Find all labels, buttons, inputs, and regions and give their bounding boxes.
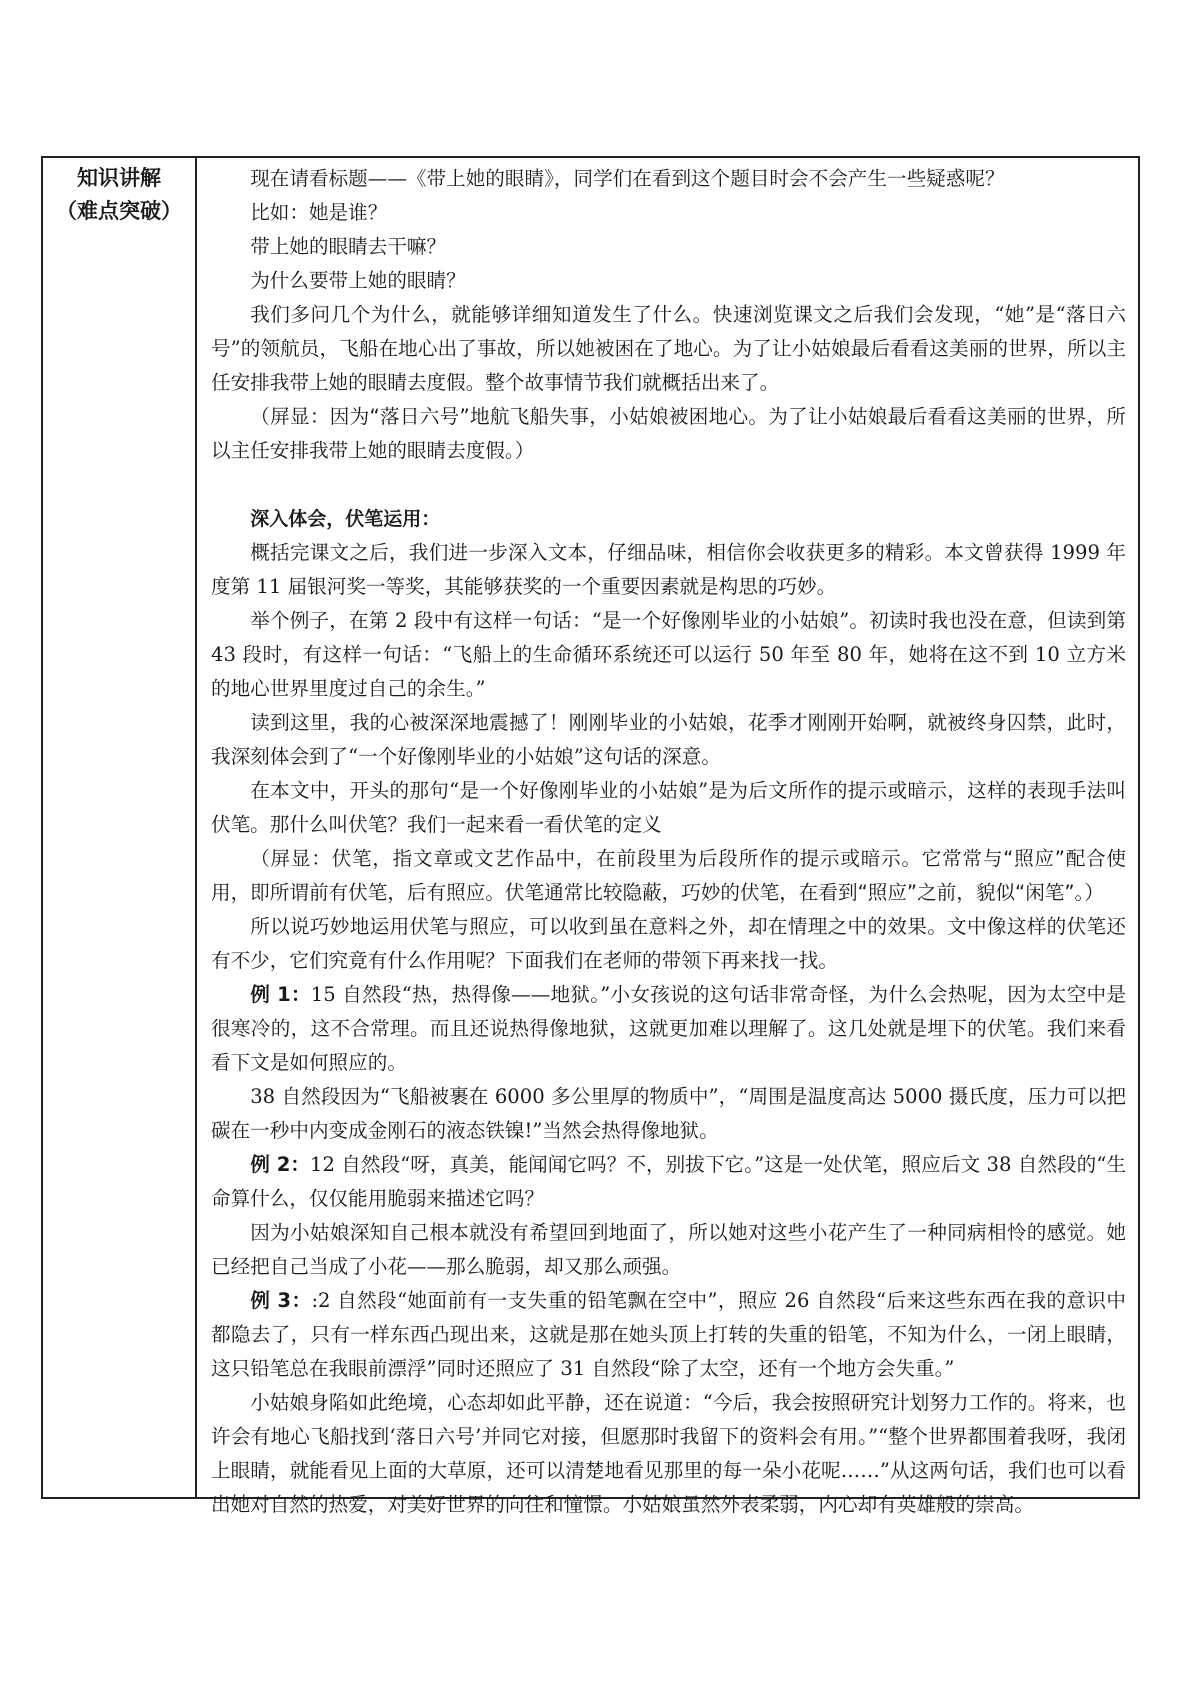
paragraph: 在本文中，开头的那句“是一个好像刚毕业的小姑娘”是为后文所作的提示或暗示，这样的表现手法叫伏笔。那什么叫伏笔？我们一起来看一看伏笔的定义 xyxy=(211,779,1126,836)
screen-prefix: （屏显： xyxy=(250,847,332,870)
example-paragraph xyxy=(211,1284,1126,1386)
example-label: 例 1： xyxy=(250,983,311,1006)
paragraph: 38 自然段因为“飞船被裹在 6000 多公里厚的物质中”，“周围是温度高达 5000 摄氏度，压力可以把碳在一秒中内变成金刚石的液态铁镍!”当然会热得像地狱。 xyxy=(211,1085,1126,1142)
section-title: 深入体会，伏笔运用： xyxy=(250,508,441,530)
paragraph: 为什么要带上她的眼睛？ xyxy=(250,269,466,292)
example-text: 15 自然段“热，热得像——地狱。”小女孩说的这句话非常奇怪，为什么会热呢，因为太空中是很寒冷的，这不合常理。而且还说热得像地狱，这就更加难以理解了。这几处就是埋下的伏笔。我们来看看下文是如何照应的。 xyxy=(211,983,1126,1074)
paragraph: 我们多问几个为什么，就能够详细知道发生了什么。快速浏览课文之后我们会发现，“她”是“落日六号”的领航员，飞船在地心出了事故，所以她被困在了地心。为了让小姑娘最后看看这美丽的世界，所以主任安排我带上她的眼睛去度假。整个故事情节我们就概括出来了。 xyxy=(211,303,1126,394)
section-label-cell xyxy=(43,158,197,1497)
paragraph: 因为小姑娘深知自己根本就没有希望回到地面了，所以她对这些小花产生了一种同病相怜的感觉。她已经把自己当成了小花——那么脆弱，却又那么顽强。 xyxy=(211,1221,1126,1278)
blank-line xyxy=(211,468,1126,502)
screen-text: 因为“落日六号”地航飞船失事，小姑娘被困地心。为了让小姑娘最后看看这美丽的世界，所以主任安排我带上她的眼睛去度假。 xyxy=(211,405,1126,462)
screen-suffix: ） xyxy=(514,439,535,462)
lesson-content-cell xyxy=(197,158,1138,1516)
paragraph: 带上她的眼睛去干嘛？ xyxy=(250,235,447,258)
paragraph: 所以说巧妙地运用伏笔与照应，可以收到虽在意料之外，却在情理之中的效果。文中像这样的伏笔还有不少，它们究竟有什么作用呢？下面我们在老师的带领下再来找一找。 xyxy=(211,915,1126,972)
screen-prefix: （屏显： xyxy=(250,405,330,428)
screen-suffix: ） xyxy=(1084,881,1104,904)
paragraph: 概括完课文之后，我们进一步深入文本，仔细品味，相信你会收获更多的精彩。本文曾获得 1999 年度第 11 届银河奖一等奖，其能够获奖的一个重要因素就是构思的巧妙。 xyxy=(211,541,1126,598)
example-paragraph xyxy=(211,1148,1126,1216)
screen-display-note xyxy=(211,400,1126,468)
paragraph: 举个例子，在第 2 段中有这样一句话：“是一个好像刚毕业的小姑娘”。初读时我也没在意，但读到第 43 段时，有这样一句话：“飞船上的生命循环系统还可以运行 50 年至 80 年，她将在这不到 10 立方米的地心世界里度过自己的余生。” xyxy=(211,609,1126,700)
paragraph: 读到这里，我的心被深深地震撼了！刚刚毕业的小姑娘，花季才刚刚开始啊，就被终身囚禁，此时，我深刻体会到了“一个好像刚毕业的小姑娘”这句话的深意。 xyxy=(211,711,1126,768)
lesson-table xyxy=(41,156,1140,1516)
section-label-title: 知识讲解 xyxy=(77,166,161,190)
paragraph: 小姑娘身陷如此绝境，心态却如此平静，还在说道：“今后，我会按照研究计划努力工作的。将来，也许会有地心飞船找到‘落日六号’并同它对接，但愿那时我留下的资料会有用。”“整个世界都围着我呀，我闭上眼睛，就能看见上面的大草原，还可以清楚地看见那里的每一朵小花呢……”从这两句话，我们也可以看出她对自然的热爱，对美好世界的向往和憧憬。小姑娘虽然外表柔弱，内心却有英雄般的崇高。 xyxy=(211,1391,1126,1516)
example-text: :2 自然段“她面前有一支失重的铅笔飘在空中”，照应 26 自然段“后来这些东西在我的意识中都隐去了，只有一样东西凸现出来，这就是那在她头顶上打转的失重的铅笔，不知为什么，一闭上眼睛，这只铅笔总在我眼前漂浮”同时还照应了 31 自然段“除了太空，还有一个地方会失重。” xyxy=(211,1289,1126,1380)
section-heading xyxy=(211,502,1126,536)
section-label-subtitle: （难点突破） xyxy=(56,199,182,223)
example-label: 例 2： xyxy=(250,1153,311,1176)
example-text: 12 自然段“呀，真美，能闻闻它吗？不，别拔下它。”这是一处伏笔，照应后文 38 自然段的“生命算什么，仅仅能用脆弱来描述它吗？ xyxy=(211,1153,1126,1210)
screen-text: 伏笔，指文章或文艺作品中，在前段里为后段所作的提示或暗示。它常常与“照应”配合使用，即所谓前有伏笔，后有照应。伏笔通常比较隐蔽，巧妙的伏笔，在看到“照应”之前，貌似“闲笔”。 xyxy=(211,847,1126,904)
paragraph: 现在请看标题——《带上她的眼睛》，同学们在看到这个题目时会不会产生一些疑惑呢？ xyxy=(250,167,1005,190)
example-label: 例 3： xyxy=(250,1289,312,1312)
paragraph: 比如：她是谁？ xyxy=(250,201,388,224)
screen-display-note xyxy=(211,842,1126,910)
example-paragraph xyxy=(211,978,1126,1080)
